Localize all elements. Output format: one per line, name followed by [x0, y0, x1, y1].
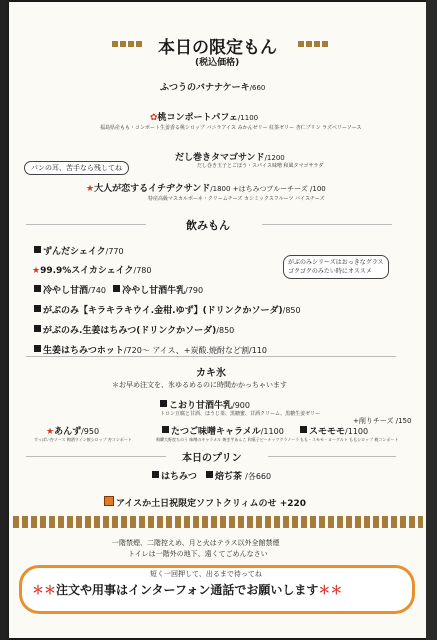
bullet-icon: [34, 285, 41, 292]
kakigori-sumomo-note: もも・スモモ・ヨーグルト ももシロップ 桃コンポート: [300, 437, 399, 442]
bullet-icon: [104, 496, 114, 506]
special-fig-note: 特産高級マスカルポーネ・クリームチーズ カシミックスフルーツ バイスチーズ: [148, 196, 325, 202]
bullet-icon: [113, 285, 120, 292]
bullet-icon: [34, 246, 41, 253]
kakigori-sumomo: スモモモ/1100: [300, 424, 368, 437]
kakigori-amazake-note: トロン豆腐と甘酒、ほうじ茶、黒糖蜜、甘酒クリーム、黒糖生姜ゼリー: [160, 411, 321, 417]
special-egg: だし巻きタマゴサンド/1200: [175, 153, 285, 163]
star-icon: ★: [32, 266, 41, 276]
drink-gabunomi-ginger: がぶのみ.生姜はちみつ(ドリンクかソーダ)/850: [34, 323, 234, 336]
bubble-line: がぶのみシリーズはおっきなグラス: [288, 259, 384, 266]
ice-offer: アイスか土日祝限定ソフトクリィムのせ +220: [104, 496, 306, 509]
gabunomi-bubble: [283, 255, 389, 279]
kakigori-anzu-note: すっぱい杏ソース 梅酒ワイン飲シロップ 杏コンポート: [34, 437, 132, 442]
drink-amazake: 冷やし甘酒/740 冷やし甘酒牛乳/790: [34, 283, 203, 296]
star-icon: ★: [46, 427, 55, 437]
decor-dots-right: [298, 41, 328, 47]
decor-band: [13, 516, 423, 528]
special-peach-note: 福島県産もも・コンポート生姜香る桃シロップ バニラアイス みかんゼリー 紅茶ゼリー 杏仁プリン ラズベリーソース: [100, 125, 362, 131]
pudding-items: はちみつ 焙ぢ茶 /各660: [152, 469, 271, 482]
drink-gabunomi-kiwi: がぶのみ【キラキラキウイ.金柑.ゆず】(ドリンクかソーダ)/850: [34, 303, 301, 316]
footer-rule-1: 一階禁煙、二階控えめ、月と火はテラス以外全館禁煙: [112, 539, 280, 547]
divider: [268, 456, 396, 457]
right-edge: [426, 0, 437, 640]
asterisk-icon: ＊＊: [32, 583, 57, 597]
page-subtitle: (税込価格): [195, 58, 240, 68]
kakigori-anzu: ★あんず/950: [46, 427, 100, 437]
kakigori-amazake: こおり甘酒牛乳/900: [160, 398, 250, 411]
special-banana: ふつうのバナナケーキ/660: [160, 83, 266, 93]
star-icon: ✿: [150, 113, 158, 123]
bullet-icon: [152, 471, 159, 478]
cheese-option: +削りチーズ /150: [353, 417, 412, 425]
intercom-main: ＊＊注文や用事はインターフォン通話でお願いします＊＊: [32, 583, 343, 597]
special-peach: ✿桃コンポートパフェ/1100: [150, 113, 259, 123]
divider: [26, 456, 166, 457]
special-egg-note: だし巻き玉子とごぼう・スパイス味噌 和風タマゴサラダ: [197, 163, 324, 169]
kakigori-heading: カキ氷: [196, 368, 226, 379]
footer-rule-2: トイレは一階外の地下、遠くてごめんなさい: [128, 550, 268, 558]
decor-dots-left: [112, 41, 142, 47]
kakigori-miso-note: 飛驒大野産ちのう 味噌のキャラメル 焼き芋あんこ 和菓子ビーナッツグラノーラ: [156, 437, 300, 442]
bubble-line: ゴクゴクのみたい時にオススメ: [288, 268, 372, 275]
bullet-icon: [206, 471, 213, 478]
page-title: 本日の限定もん: [158, 38, 277, 58]
bullet-icon: [160, 400, 167, 407]
divider: [262, 224, 392, 225]
asterisk-icon: ＊＊: [318, 583, 343, 597]
bullet-icon: [162, 426, 169, 433]
star-icon: ★: [86, 184, 95, 194]
drinks-heading: 飲みもん: [186, 219, 230, 232]
drink-zunda: ずんだシェイク/770: [34, 244, 124, 257]
bullet-icon: [34, 305, 41, 312]
bullet-icon: [34, 325, 41, 332]
bullet-icon: [300, 426, 307, 433]
drink-watermelon: ★99.9%スイカシェイク/780: [32, 266, 152, 276]
divider: [26, 356, 396, 357]
callout-pan: パンの耳、苦手なら残してね: [24, 161, 129, 175]
special-fig: ★大人が恋するイチヂクサンド/1800 +はちみつブルーチーズ /100: [86, 184, 326, 194]
kakigori-miso: たつご味噌キャラメル/1100: [162, 424, 284, 437]
divider: [26, 224, 146, 225]
bullet-icon: [34, 345, 41, 352]
left-edge: [0, 0, 9, 640]
drink-ginger-hot: 生姜はちみつホット/720〜 アイス、+炭酸.焼酎など割/110: [34, 343, 267, 356]
intercom-instruction: 短く一回押して、出るまで待ってね: [150, 570, 262, 578]
kakigori-notice: ＊お早め注文を、氷ゆるめるのに時間かかっちゃいます: [112, 381, 287, 389]
pudding-heading: 本日のプリン: [182, 453, 242, 464]
